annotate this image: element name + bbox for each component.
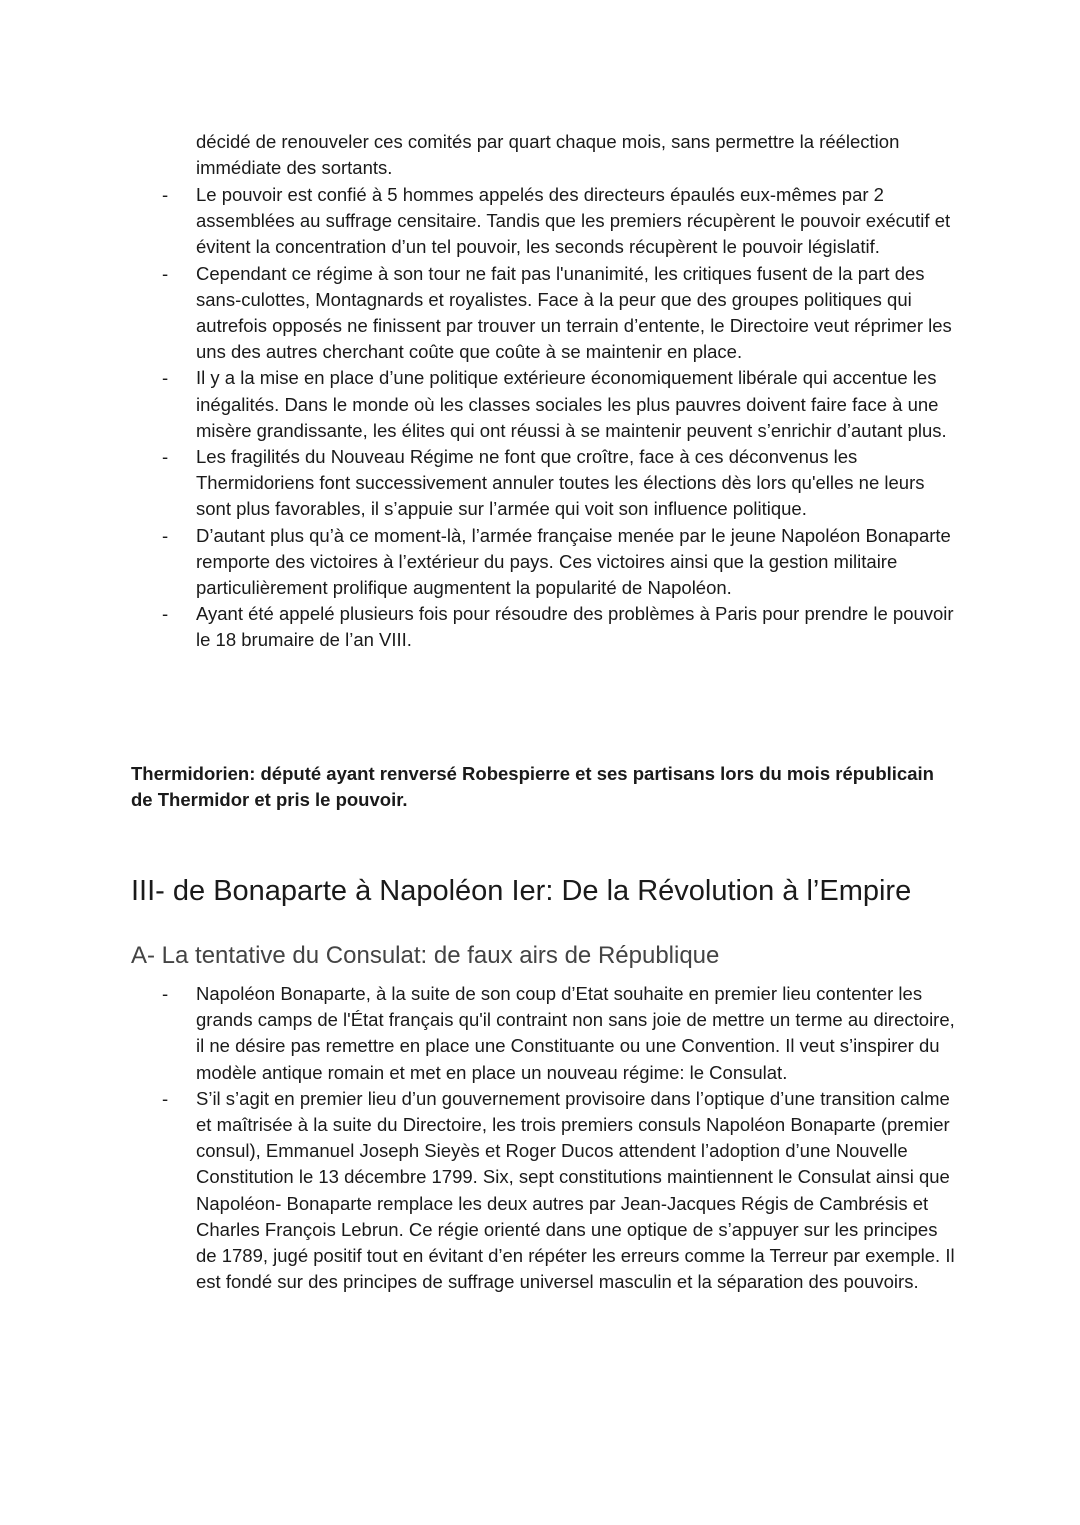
- bullet-dash: -: [162, 262, 169, 284]
- bullet-dash: -: [162, 446, 169, 468]
- list-item: [162, 523, 956, 602]
- definition-paragraph: Thermidorien: député ayant renversé Robespierre et ses partisans lors du mois républicain de Thermidor et pris le pouvoir.: [131, 763, 934, 811]
- bullet-text: Ayant été appelé plusieurs fois pour résoudre des problèmes à Paris pour prendre le pouvoir le 18 brumaire de l’an VIII.: [196, 603, 954, 651]
- directoire-bullet-list: [162, 182, 956, 654]
- continuation-paragraph: décidé de renouveler ces comités par quart chaque mois, sans permettre la réélection immédiate des sortants.: [196, 131, 900, 179]
- bullet-dash: -: [162, 603, 169, 625]
- list-item: [162, 182, 956, 261]
- bullet-text: Les fragilités du Nouveau Régime ne font que croître, face à ces déconvenus les Thermidoriens font successivement annuler toutes les élections dès lors qu'elles ne leurs sont plus favorables, il s’appuie sur l’armée qui voit son influence politique.: [196, 446, 925, 520]
- list-item: [162, 981, 956, 1086]
- consulat-bullet-list: [162, 981, 956, 1295]
- bullet-text: Napoléon Bonaparte, à la suite de son coup d’Etat souhaite en premier lieu contenter les grands camps de l'État français qu'il contraint non sans joie de mettre un terme au directoire, il ne désire pas remettre en place une Constituante ou une Convention. Il veut s’inspirer du modèle antique romain et met en place un nouveau régime: le Consulat.: [196, 983, 955, 1083]
- bullet-text: D’autant plus qu’à ce moment-là, l’armée française menée par le jeune Napoléon Bonaparte remporte des victoires à l’extérieur du pays. Ces victoires ainsi que la gestion militaire particulièrement prolifique augmentent la popularité de Napoléon.: [196, 524, 951, 599]
- list-item: [162, 1086, 956, 1296]
- bullet-dash: -: [162, 184, 169, 205]
- list-item: [162, 444, 956, 523]
- list-item: [162, 365, 956, 444]
- bullet-dash: -: [162, 524, 169, 546]
- bullet-dash: -: [162, 1087, 169, 1109]
- list-item: [162, 261, 956, 366]
- bullet-text: Le pouvoir est confié à 5 hommes appelés des directeurs épaulés eux-mêmes par 2 assemblées au suffrage censitaire. Tandis que les premiers récupèrent le pouvoir exécutif et évitent la concentration d’un tel pouvoir, les seconds récupèrent le pouvoir législatif.: [196, 184, 951, 258]
- subsection-heading: A- La tentative du Consulat: de faux airs de République: [131, 942, 720, 969]
- list-item: [162, 601, 956, 653]
- bullet-dash: -: [162, 367, 169, 389]
- bullet-text: S’il s’agit en premier lieu d’un gouvernement provisoire dans l’optique d’une transition calme et maîtrisée à la suite du Directoire, les trois premiers consuls Napoléon Bonaparte (premier consul), Emmanuel Joseph Sieyès et Roger Ducos attendent l’adoption d’une Nouvelle Constitution le 13 décembre 1799. Six, sept constitutions maintiennent le Consulat ainsi que Napoléon- Bonaparte remplace les deux autres par Jean-Jacques Régis de Cambrésis et Charles François Lebrun. Ce régie orienté dans une optique de s’appuyer sur les principes de 1789, jugé positif tout en évitant d’en répéter les erreurs comme la Terreur par exemple. Il est fondé sur des principes de suffrage universel masculin et la séparation des pouvoirs.: [196, 1087, 955, 1293]
- bullet-text: Cependant ce régime à son tour ne fait pas l'unanimité, les critiques fusent de la part des sans-culottes, Montagnards et royalistes. Face à la peur que des groupes politiques qui autrefois opposés ne finissent par trouver un terrain d’entente, le Directoire veut réprimer les uns des autres cherchant coûte que coûte à se maintenir en place.: [196, 262, 952, 363]
- section-heading: III- de Bonaparte à Napoléon Ier: De la Révolution à l’Empire: [131, 875, 912, 907]
- bullet-text: Il y a la mise en place d’une politique extérieure économiquement libérale qui accentue les inégalités. Dans le monde où les classes sociales les plus pauvres doivent faire face à une misère grandissante, les élites qui ont réussi à se maintenir peuvent s’enrichir d’autant plus.: [196, 367, 947, 441]
- bullet-dash: -: [162, 983, 169, 1004]
